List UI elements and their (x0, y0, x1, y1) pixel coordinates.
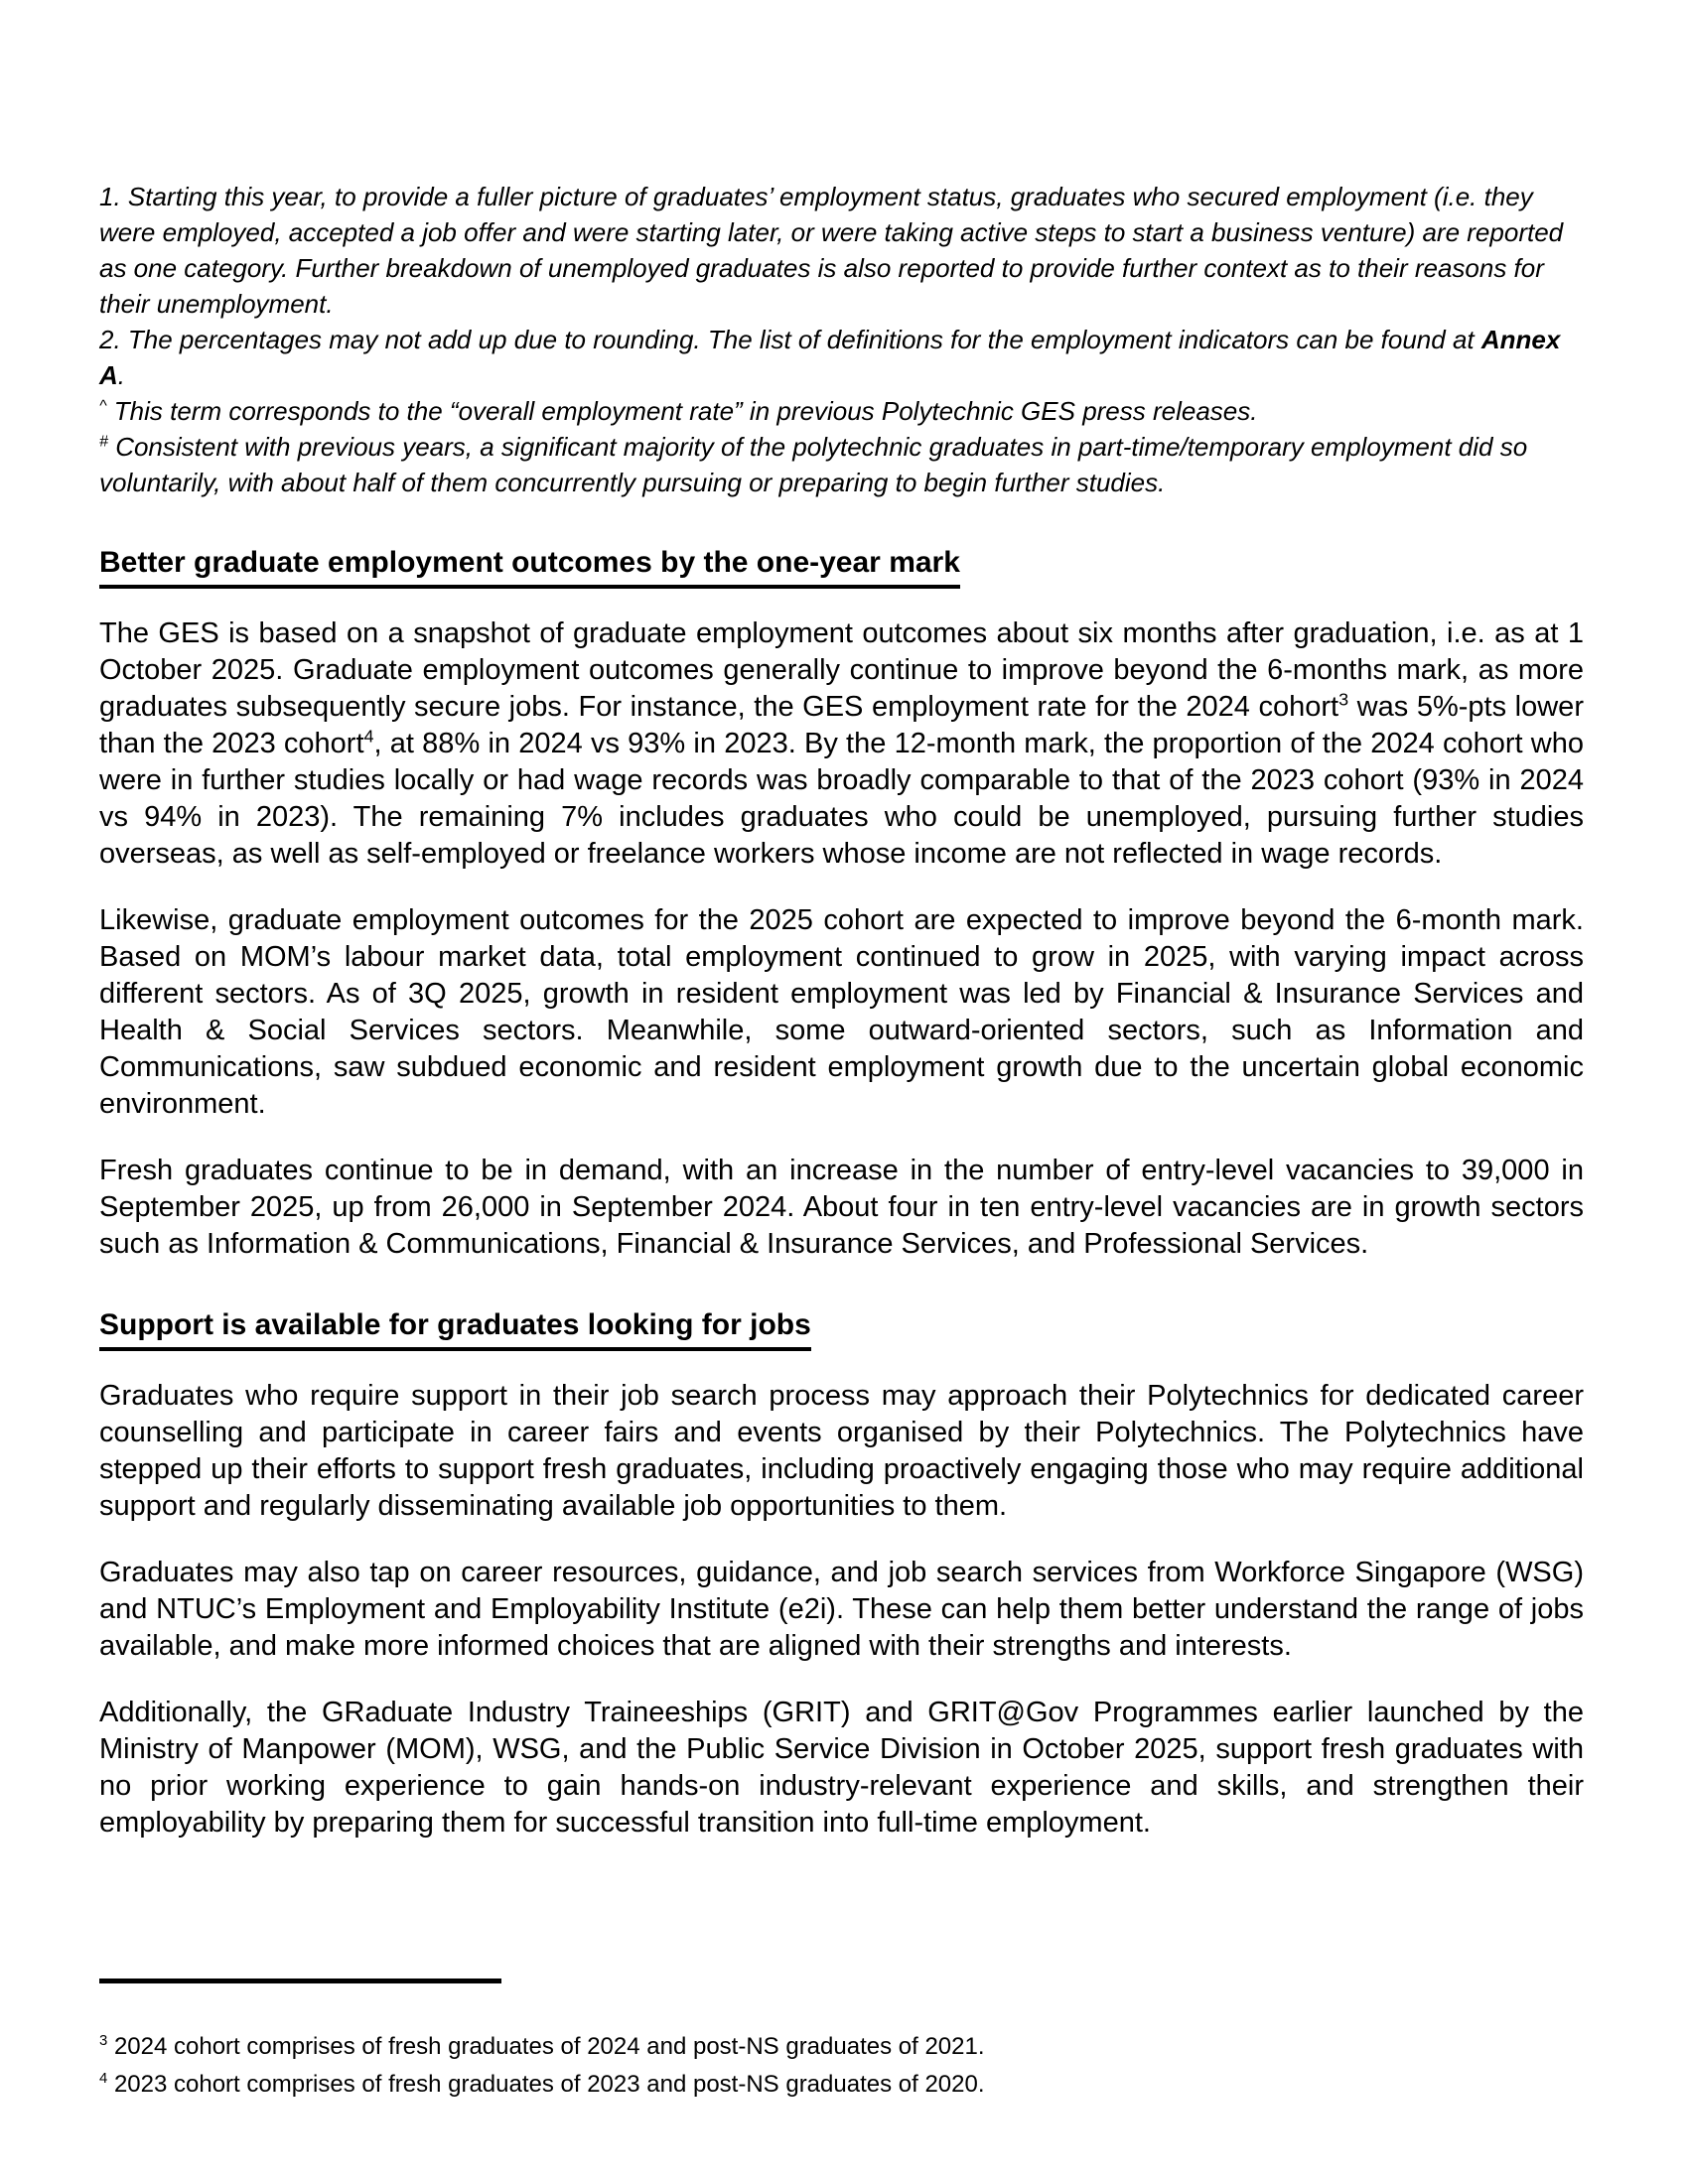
section-heading-support (99, 1308, 1584, 1342)
paragraph-wsg-e2i-text: Graduates may also tap on career resources, guidance, and job search services from Workforce Singapore (WSG) and NTUC’s Employment and Employability Institute (e2i). These can help them better understand the range of jobs available, and make more informed choices that are aligned with their strengths and interests. (99, 1557, 1584, 1662)
paragraph-support-polytechnics-text: Graduates who require support in their job search process may approach their Polytechnics for dedicated career counselling and participate in career fairs and events organised by their Polytechnics. The Polytechnics have stepped up their efforts to support fresh graduates, including proactively engaging those who may require additional support and regularly disseminating available job opportunities to them. (99, 1380, 1584, 1522)
paragraph-grit-programmes (99, 1695, 1584, 1842)
paragraph-ges-snapshot (99, 615, 1584, 873)
paragraph-likewise-2025 (99, 902, 1584, 1123)
note-3-marker: ^ (99, 396, 107, 415)
paragraph-grit-programmes-text: Additionally, the GRaduate Industry Traineeships (GRIT) and GRIT@Gov Programmes earlier launched by the Ministry of Manpower (MOM), WSG, and the Public Service Division in October 2025, support fresh graduates with no prior working experience to gain hands-on industry-relevant experience and skills, and strengthen their employability by preparing them for successful transition into full-time employment. (99, 1697, 1584, 1839)
footnote-4-marker: 4 (99, 2071, 108, 2087)
note-1 (99, 179, 1584, 322)
notes-block (99, 179, 1584, 500)
note-2-period: . (117, 360, 126, 390)
paragraph-ges-snapshot-part3: , at 88% in 2024 vs 93% in 2023. By the 12-month mark, the proportion of the 2024 cohort who were in further studies locally or had wage records was broadly comparable to that of the 2023 cohort (93% in 2024 vs 94% in 2023). The remaining 7% includes graduates who could be unemployed, pursuing further studies overseas, as well as self-employed or freelance workers whose income are not reflected in wage records. (99, 728, 1584, 870)
section-heading-outcomes-text: Better graduate employment outcomes by the one-year mark (99, 546, 960, 589)
paragraph-wsg-e2i (99, 1555, 1584, 1665)
paragraph-fresh-graduates-demand (99, 1153, 1584, 1263)
note-2-text: 2. The percentages may not add up due to rounding. The list of definitions for the employment indicators can be found at (99, 325, 1481, 354)
footnote-3 (99, 2028, 1584, 2066)
footnote-4 (99, 2066, 1584, 2104)
note-2 (99, 322, 1584, 393)
footnote-3-marker: 3 (99, 2033, 108, 2049)
note-4 (99, 429, 1584, 500)
footnote-ref-4: 4 (363, 726, 374, 747)
section-heading-support-text: Support is available for graduates looking for jobs (99, 1308, 811, 1351)
paragraph-fresh-graduates-demand-text: Fresh graduates continue to be in demand, with an increase in the number of entry-level vacancies to 39,000 in September 2025, up from 26,000 in September 2024. About four in ten entry-level vacancies are in growth sectors such as Information & Communications, Financial & Insurance Services, and Professional Services. (99, 1155, 1584, 1260)
note-2-annex-ref: Annex A (99, 325, 1561, 390)
note-4-text: Consistent with previous years, a significant majority of the polytechnic graduates in part-time/temporary employment did so voluntarily, with about half of them concurrently pursuing or preparing to begin further studies. (99, 432, 1528, 497)
footnote-separator (99, 1979, 501, 1983)
section-heading-outcomes (99, 546, 1584, 580)
paragraph-ges-snapshot-part2: was 5%-pts lower than the 2023 cohort (99, 691, 1584, 759)
footnote-area (99, 1979, 1584, 2104)
paragraph-likewise-2025-text: Likewise, graduate employment outcomes for the 2025 cohort are expected to improve beyond the 6-month mark. Based on MOM’s labour market data, total employment continued to grow in 2025, with varying impact across different sectors. As of 3Q 2025, growth in resident employment was led by Financial & Insurance Services and Health & Social Services sectors. Meanwhile, some outward-oriented sectors, such as Information and Communications, saw subdued economic and resident employment growth due to the uncertain global economic environment. (99, 904, 1584, 1120)
note-3-text: This term corresponds to the “overall employment rate” in previous Polytechnic GES press releases. (106, 396, 1258, 426)
footnote-3-text: 2024 cohort comprises of fresh graduates of 2024 and post-NS graduates of 2021. (107, 2033, 985, 2060)
paragraph-support-polytechnics (99, 1378, 1584, 1525)
footnote-4-text: 2023 cohort comprises of fresh graduates of 2023 and post-NS graduates of 2020. (107, 2071, 985, 2098)
note-4-marker: # (99, 432, 108, 451)
paragraph-ges-snapshot-part1: The GES is based on a snapshot of graduate employment outcomes about six months after graduation, i.e. as at 1 October 2025. Graduate employment outcomes generally continue to improve beyond the 6-months mark, as more graduates subsequently secure jobs. For instance, the GES employment rate for the 2024 cohort (99, 617, 1584, 723)
footnote-ref-3: 3 (1338, 689, 1349, 710)
note-1-text: 1. Starting this year, to provide a fuller picture of graduates’ employment status, graduates who secured employment (i.e. they were employed, accepted a job offer and were starting later, or were taking active steps to start a business venture) are reported as one category. Further breakdown of unemployed graduates is also reported to provide further context as to their reasons for their unemployment. (99, 182, 1564, 319)
note-3 (99, 393, 1584, 429)
